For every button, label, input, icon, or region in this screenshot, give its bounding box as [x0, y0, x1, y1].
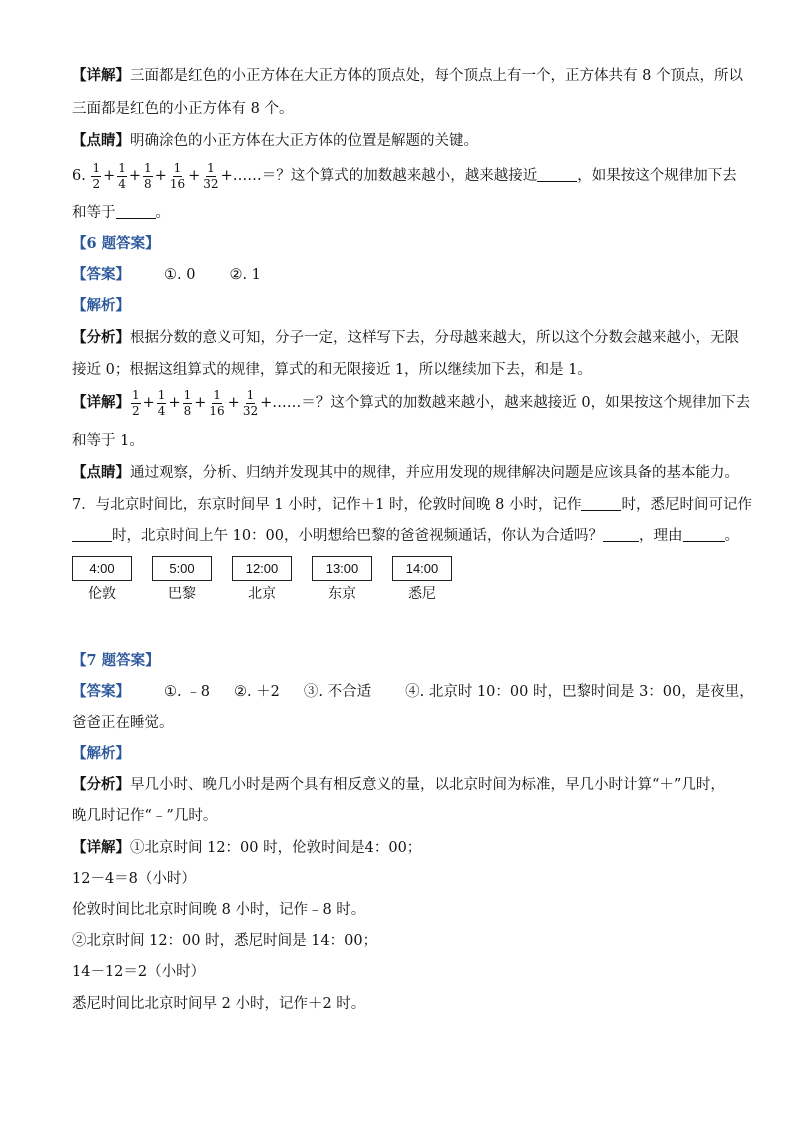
timezone-box: 12:00 [232, 556, 292, 581]
answer-line-7 [72, 682, 754, 702]
detail-paragraph-line1 [72, 66, 743, 86]
question-6-line1: 6. $\frac{1}{2}$ + $\frac{1}{4}$ + $\frac{1}{8}$ + $\frac{1}{16}$ + $\frac{1}{32}$ +……＝？这个算式的加数越来越小，越来越接近 ，如果按这个规律加下去 [72, 160, 737, 191]
answer-blank[interactable] [683, 527, 725, 542]
answer-header-6: 【6 题答案】 [72, 235, 160, 252]
question-6-line2: 和等于 。 [72, 205, 170, 221]
fraction: $\frac{1}{8}$ [144, 160, 152, 191]
fraction: $\frac{1}{2}$ [132, 387, 140, 418]
detail-7-line1: 【详解】①北京时间 12：00 时，伦敦时间是4：00； [72, 839, 422, 856]
timezone-box: 4:00 [72, 556, 132, 581]
answer-line-7b: 爸爸正在睡觉。 [72, 715, 174, 731]
answer-header-7: 【7 题答案】 [72, 652, 160, 669]
fraction: $\frac{1}{2}$ [92, 160, 101, 191]
result-line: 伦敦时间比北京时间晚 8 小时，记作﹣8 时。 [72, 902, 366, 918]
fraction: $\frac{1}{16}$ [209, 387, 225, 418]
answer-blank[interactable] [603, 527, 639, 542]
detail-paragraph-line2: 三面都是红色的小正方体有 8 个。 [72, 101, 294, 117]
fraction: $\frac{1}{8}$ [183, 387, 192, 418]
result-line: 悉尼时间比北京时间早 2 小时，记作＋2 时。 [72, 996, 366, 1012]
answer-item: ①. 0 [164, 267, 196, 283]
city-label: 悉尼 [408, 585, 436, 601]
answer-item: ②. 1 [229, 267, 261, 283]
question-7-line1: 7．与北京时间比，东京时间早 1 小时，记作＋1 时，伦敦时间晚 8 小时，记作 时，悉尼时间可记作 [72, 497, 752, 513]
city-label: 北京 [248, 585, 276, 601]
answer-item: ①. ﹣8 [164, 684, 210, 700]
timezone-box: 14:00 [392, 556, 452, 581]
answer-item: ②. ＋2 [233, 684, 280, 700]
point-6: 【点睛】通过观察，分析、归纳并发现其中的规律，并应用发现的规律解决问题是应该具备的基本能力。 [72, 464, 739, 481]
timezone-box: 5:00 [152, 556, 212, 581]
point-text: 明确涂色的小正方体在大正方体的位置是解题的关键。 [130, 133, 478, 149]
answer-blank[interactable] [581, 496, 621, 511]
detail-text: 三面都是红色的小正方体在大正方体的顶点处，每个顶点上有一个，正方体共有 8 个顶点，所以 [130, 68, 743, 84]
analysis-header-7: 【解析】 [72, 745, 130, 762]
detail-7-line2: ②北京时间 12：00 时，悉尼时间是 14：00； [72, 933, 378, 949]
answer-blank[interactable] [72, 527, 112, 542]
analysis-7-line1: 【分析】早几小时、晚几小时是两个具有相反意义的量，以北京时间为标准，早几小时计算“＋”几时， [72, 776, 725, 793]
analysis-6-line1: 【分析】根据分数的意义可知，分子一定，这样写下去，分母越来越大，所以这个分数会越来越小，无限 [72, 329, 739, 346]
fraction: $\frac{1}{4}$ [118, 160, 126, 191]
analysis-6-line2: 接近 0；根据这组算式的规律，算式的和无限接近 1，所以继续加下去，和是 1。 [72, 362, 593, 378]
detail-tag: 【详解】 [72, 67, 130, 84]
calc-line: 14－12＝2（小时） [72, 964, 206, 980]
city-label: 巴黎 [168, 585, 196, 601]
answer-item: ④. 北京时 10：00 时，巴黎时间是 3：00，是夜里， [405, 684, 754, 700]
detail-6-line2: 和等于 1。 [72, 433, 144, 449]
point-paragraph [72, 131, 478, 151]
answer-tag: 【答案】 [72, 266, 130, 283]
answer-blank[interactable] [116, 204, 156, 219]
question-6-tail: +……＝？这个算式的加数越来越小，越来越接近 [220, 168, 538, 184]
point-tag: 【点睛】 [72, 132, 130, 149]
detail-6-line1: 【详解】 $\frac{1}{2}$ + $\frac{1}{4}$ + $\frac{1}{8}$ + $\frac{1}{16}$ + $\frac{1}{32}$ +……＝？这个算式的加数越来越小，越来越接近 0，如果按这个规律加下去 [72, 387, 751, 418]
question-6-number: 6. [72, 168, 86, 184]
timezone-box: 13:00 [312, 556, 372, 581]
answer-tag: 【答案】 [72, 683, 130, 700]
fraction: $\frac{1}{4}$ [157, 387, 166, 418]
answer-blank[interactable] [537, 167, 577, 182]
analysis-header-6: 【解析】 [72, 297, 130, 314]
fraction: $\frac{1}{16}$ [169, 160, 186, 191]
answer-item: ③. 不合适 [303, 684, 372, 700]
answer-line-6 [72, 265, 261, 285]
city-label: 伦敦 [88, 585, 116, 601]
calc-line: 12－4＝8（小时） [72, 871, 196, 887]
fraction: $\frac{1}{32}$ [242, 387, 259, 418]
city-label: 东京 [328, 585, 356, 601]
question-7-line2: 时，北京时间上午 10：00，小明想给巴黎的爸爸视频通话，你认为合适吗？ ，理由 。 [72, 526, 739, 546]
fraction: $\frac{1}{32}$ [203, 160, 219, 191]
analysis-7-line2: 晚几时记作“﹣”几时。 [72, 808, 218, 824]
